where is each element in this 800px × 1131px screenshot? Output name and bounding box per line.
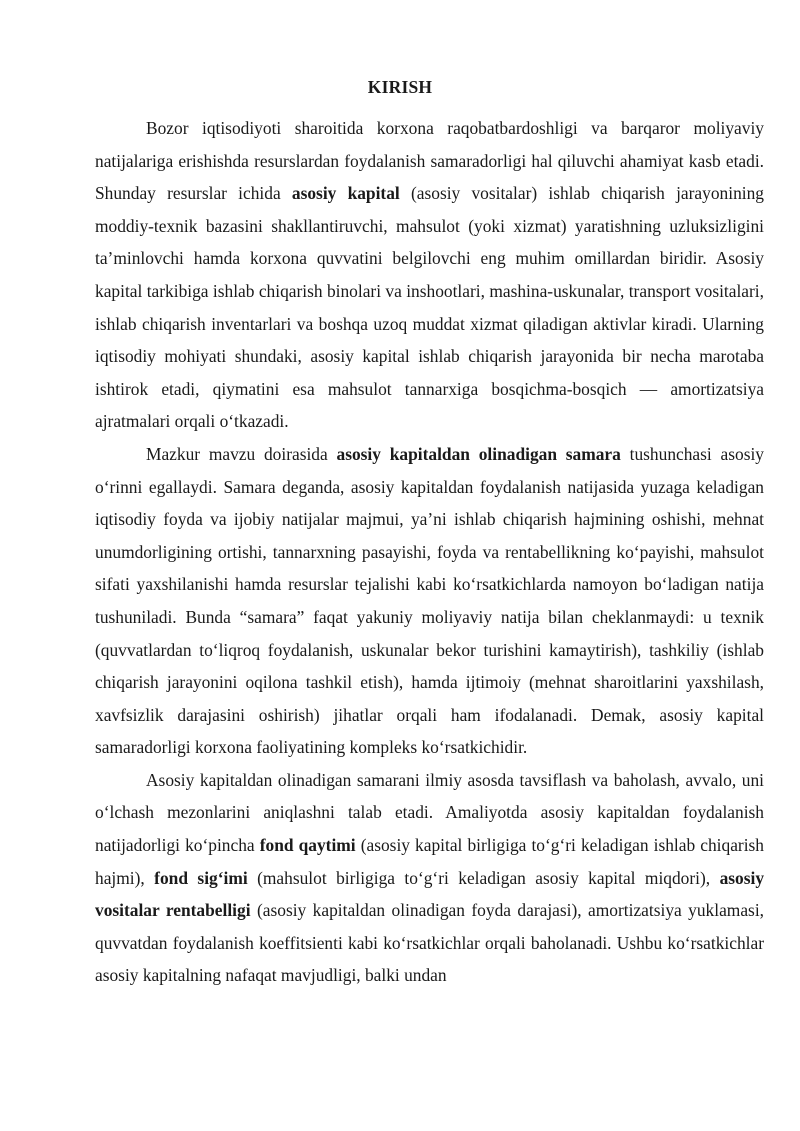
paragraph-2-text: Mazkur mavzu doirasida [146, 443, 337, 464]
paragraph-1-text: (asosiy vositalar) ishlab chiqarish jarayonining moddiy-texnik bazasini shakllantiruvchi, mahsulot (yoki xizmat) yaratishning uzluksizligini ta’minlovchi hamda korxona quvvatini belgilovchi eng muhim omillardan biridir. Asosiy kapital tarkibiga ishlab chiqarish binolari va inshootlari, mashina-uskunalar, transport vositalari, ishlab chiqarish inventarlari va boshqa uzoq muddat xizmat qiladigan aktivlar kiradi. Ularning iqtisodiy mohiyati shundaki, asosiy kapital ishlab chiqarish jarayonida bir necha marotaba ishtirok etadi, qiymatini esa mahsulot tannarxiga bosqichma-bosqich — amortizatsiya ajratmalari orqali o‘tkazadi. [95, 183, 764, 432]
paragraph-3-text: (mahsulot birligiga to‘g‘ri keladigan asosiy kapital miqdori), [247, 867, 720, 888]
document-body [95, 112, 764, 992]
paragraph-3-text: Asosiy kapitaldan olinadigan samarani ilmiy asosda tavsiflash va baholash, avvalo, uni o‘lchash mezonlarini aniqlashni talab etadi. Amaliyotda asosiy kapitaldan foydalanish natijadorligi ko‘pincha [95, 769, 764, 856]
paragraph-1-text: Bozor iqtisodiyoti sharoitida korxona raqobatbardoshligi va barqaror moliyaviy natijalariga erishishda resurslardan foydalanish samaradorligi hal qiluvchi ahamiyat kasb etadi. Shunday resurslar ichida [95, 118, 764, 204]
term-asosiy-vositalar-rentabelligi: asosiy vositalar rentabelligi [95, 867, 765, 921]
paragraph-3-text: (asosiy kapital birligiga to‘g‘ri keladigan ishlab chiqarish hajmi), [95, 835, 765, 888]
term-fond-sigimi: fond sig‘imi [154, 867, 248, 888]
paragraph-1 [95, 112, 764, 438]
paragraph-2 [95, 438, 764, 764]
paragraph-3 [95, 764, 764, 992]
term-asosiy-kapital: asosiy kapital [291, 183, 400, 204]
term-fond-qaytimi: fond qaytimi [259, 835, 356, 856]
paragraph-3-text: (asosiy kapitaldan olinadigan foyda darajasi), amortizatsiya yuklamasi, quvvatdan foydalanish koeffitsienti kabi ko‘rsatkichlar orqali baholanadi. Ushbu ko‘rsatkichlar asosiy kapitalning nafaqat mavjudligi, balki undan [95, 900, 764, 986]
page-title: KIRISH [367, 77, 433, 97]
term-asosiy-kapitaldan-olinadigan-samara: asosiy kapitaldan olinadigan samara [336, 443, 621, 464]
paragraph-2-text: tushunchasi asosiy o‘rinni egallaydi. Samara deganda, asosiy kapitaldan foydalanish natijasida yuzaga keladigan iqtisodiy foyda va ijobiy natijalar majmui, ya’ni ishlab chiqarish hajmining oshishi, mehnat unumdorligining ortishi, tannarxning pasayishi, foyda va rentabellikning ko‘payishi, mahsulot sifati yaxshilanishi hamda resurslar tejalishi kabi ko‘rsatkichlarda namoyon bo‘ladigan natija tushuniladi. Bunda “samara” faqat yakuniy moliyaviy natija bilan cheklanmaydi: u texnik (quvvatlardan to‘liqroq foydalanish, uskunalar bekor turishini kamaytirish), tashkiliy (ishlab chiqarish jarayonini oqilona tashkil etish), hamda ijtimoiy (mehnat sharoitlarini yaxshilash, xavfsizlik darajasini oshirish) jihatlar orqali ham ifodalanadi. Demak, asosiy kapital samaradorligi korxona faoliyatining kompleks ko‘rsatkichidir. [95, 443, 764, 758]
